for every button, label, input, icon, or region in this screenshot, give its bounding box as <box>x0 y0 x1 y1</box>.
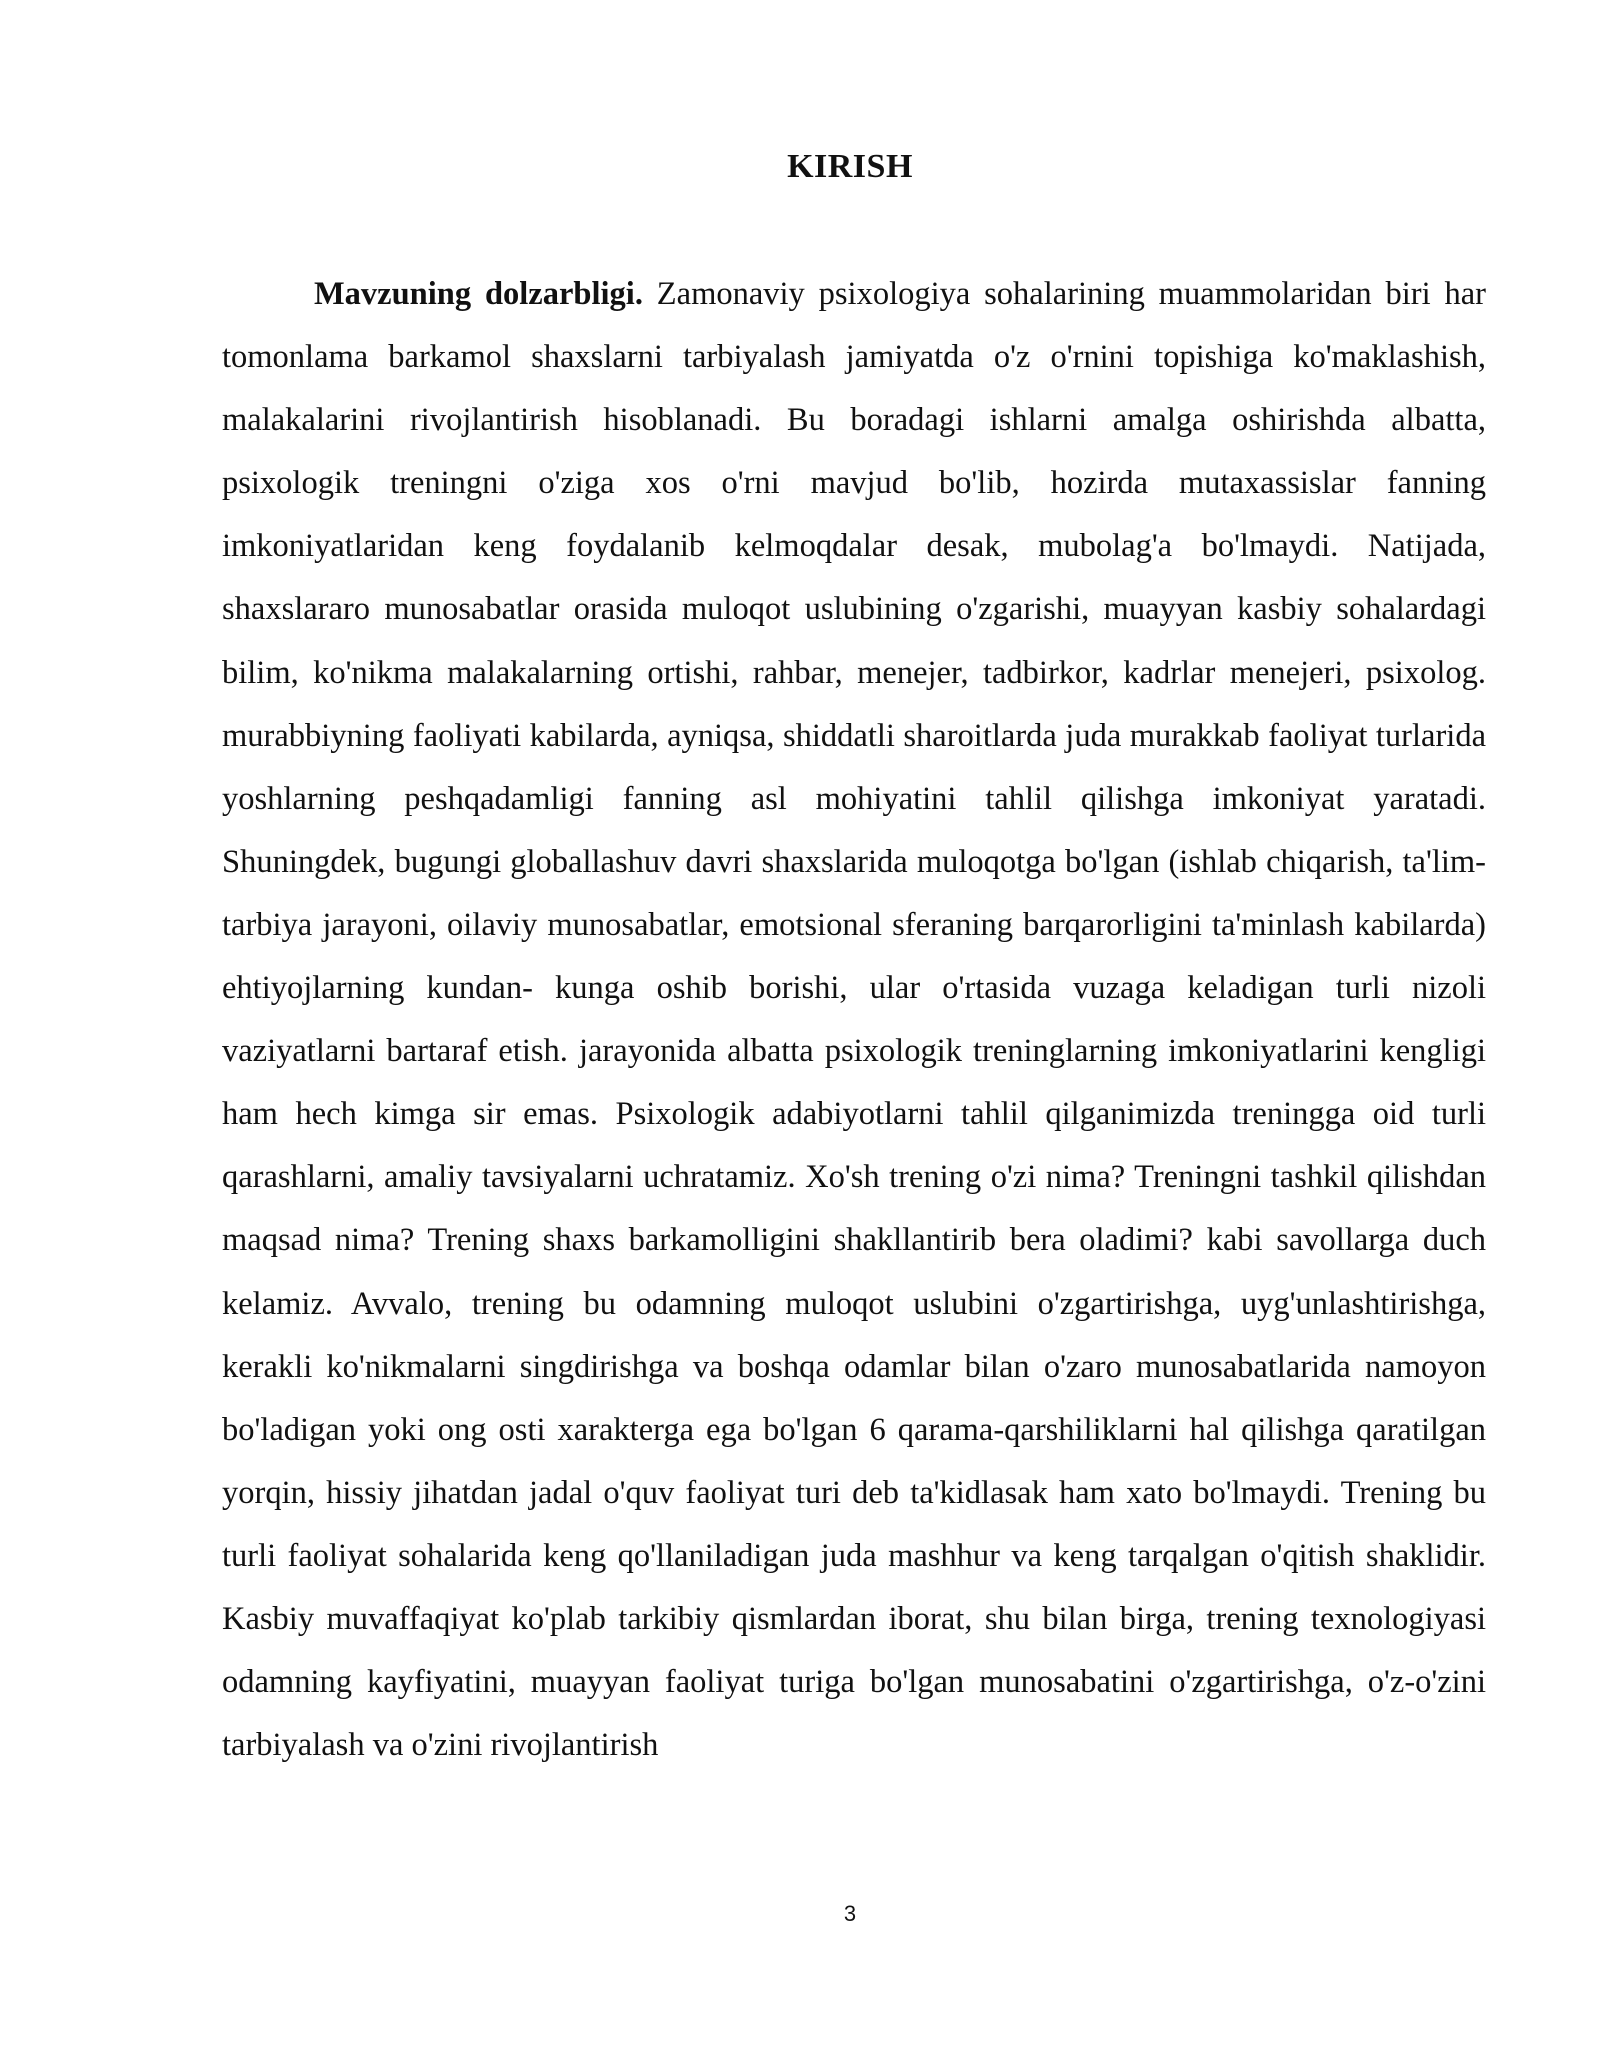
page-title: KIRISH <box>787 148 913 185</box>
page-number: 3 <box>843 1901 857 1926</box>
paragraph-text: Zamonaviy psixologiya sohalarining muammolaridan biri har tomonlama barkamol shaxslarni tarbiyalash jamiyatda o'z o'rnini topishiga ko'maklashish, malakalarini rivojlantirish hisoblanadi. Bu boradagi ishlarni amalga oshirishda albatta, psixologik treningni o'ziga xos o'rni mavjud bo'lib, hozirda mutaxassislar fanning imkoniyatlaridan keng foydalanib kelmoqdalar desak, mubolag'a bo'lmaydi. Natijada, shaxslararo munosabatlar orasida muloqot uslubining o'zgarishi, muayyan kasbiy sohalardagi bilim, ko'nikma malakalarning ortishi, rahbar, menejer, tadbirkor, kadrlar menejeri, psixolog. murabbiyning faoliyati kabilarda, ayniqsa, shiddatli sharoitlarda juda murakkab faoliyat turlarida yoshlarning peshqadamligi fanning asl mohiyatini tahlil qilishga imkoniyat yaratadi. Shuningdek, bugungi globallashuv davri shaxslarida muloqotga bo'lgan (ishlab chiqarish, ta'lim-tarbiya jarayoni, oilaviy munosabatlar, emotsional sferaning barqarorligini ta'minlash kabilarda) ehtiyojlarning kundan- kunga oshib borishi, ular o'rtasida vuzaga keladigan turli nizoli vaziyatlarni bartaraf etish. jarayonida albatta psixologik treninglarning imkoniyatlarini kengligi ham hech kimga sir emas. Psixologik adabiyotlarni tahlil qilganimizda treningga oid turli qarashlarni, amaliy tavsiyalarni uchratamiz. Xo'sh trening o'zi nima? Treningni tashkil qilishdan maqsad nima? Trening shaxs barkamolligini shakllantirib bera oladimi? kabi savollarga duch kelamiz. Avvalo, trening bu odamning muloqot uslubini o'zgartirishga, uyg'unlashtirishga, kerakli ko'nikmalarni singdirishga va boshqa odamlar bilan o'zaro munosabatlarida namoyon bo'ladigan yoki ong osti xarakterga ega bo'lgan 6 qarama-qarshiliklarni hal qilishga qaratilgan yorqin, hissiy jihatdan jadal o'quv faoliyat turi deb ta'kidlasak ham xato bo'lmaydi. Trening bu turli faoliyat sohalarida keng qo'llaniladigan juda mashhur va keng tarqalgan o'qitish shaklidir. Kasbiy muvaffaqiyat ko'plab tarkibiy qismlardan iborat, shu bilan birga, trening texnologiyasi odamning kayfiyatini, muayyan faoliyat turiga bo'lgan munosabatini o'zgartirishga, o'z-o'zini tarbiyalash va o'zini rivojlantirish <box>222 276 1486 1764</box>
paragraph-lead: Mavzuning dolzarbligi. <box>314 276 643 312</box>
body-paragraph <box>222 263 1486 1777</box>
